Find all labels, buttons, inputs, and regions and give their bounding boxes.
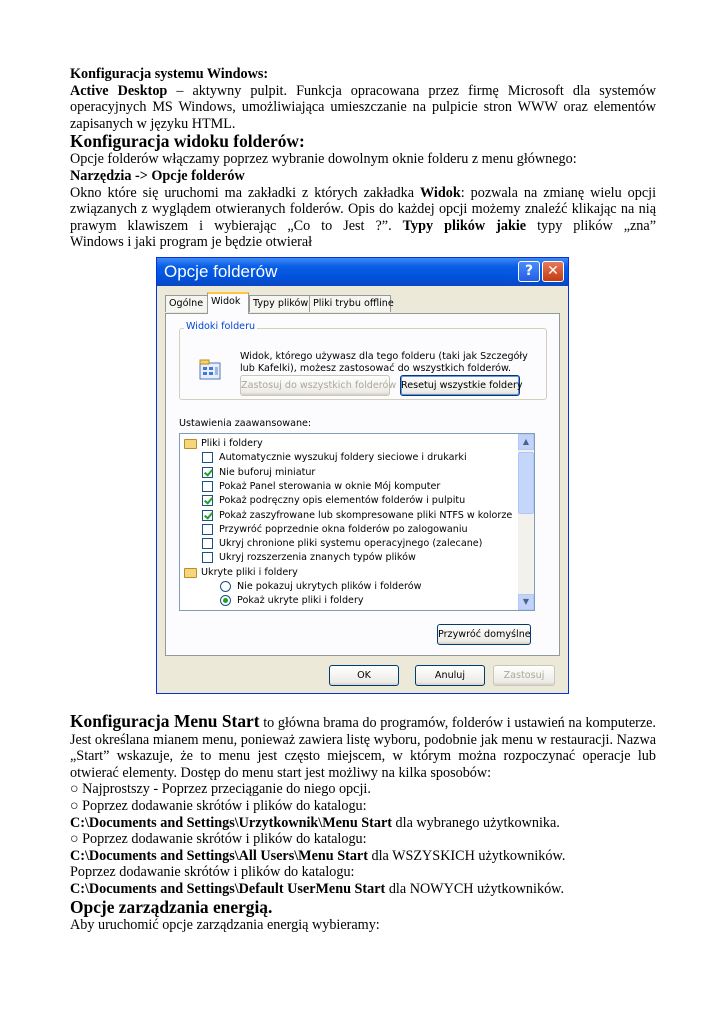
apply-to-all-folders-button[interactable]: Zastosuj do wszystkich folderów bbox=[240, 375, 390, 396]
path-user-note: dla wybranego użytkownika. bbox=[391, 814, 560, 831]
start-method-shortcuts-2: ○ Poprzez dodawanie skrótów i plików do katalogu: bbox=[70, 831, 367, 848]
folder-views-group bbox=[179, 328, 547, 400]
scroll-up-icon[interactable]: ▲ bbox=[518, 434, 534, 450]
cancel-button[interactable]: Anuluj bbox=[415, 665, 485, 686]
setting-label: Ukryj chronione pliki systemu operacyjnego (zalecane) bbox=[219, 538, 483, 550]
setting-label: Pliki i foldery bbox=[201, 438, 263, 449]
view-tab-text-a: Okno które się uruchomi ma zakładki z których zakładka bbox=[70, 184, 420, 201]
start-menu-description: to główna brama do programów, folderów i ustawień na komputerze. Jest określana mianem menu, ponieważ zawiera listę wyboru, podobnie jak menu w restauracji. Nazwa „Start” wskazuje, że to menu jest często miejscem, w którym można rozpoczynać operacje lub otwierać elementy. Dostęp do menu start jest możliwy na kilka sposobów: bbox=[70, 715, 656, 781]
paragraph-view-tab bbox=[70, 185, 656, 235]
path-all-users: C:\Documents and Settings\All Users\Menu Start bbox=[70, 847, 368, 864]
tab-file-types[interactable]: Typy plików bbox=[249, 295, 311, 312]
restore-defaults-button[interactable]: Przywróć domyślne bbox=[437, 624, 531, 645]
start-method-drag: ○ Najprostszy - Poprzez przeciąganie do niego opcji. bbox=[70, 781, 371, 798]
settings-scrollbar[interactable] bbox=[518, 434, 534, 610]
setting-radio[interactable] bbox=[220, 581, 231, 592]
tab-general[interactable]: Ogólne bbox=[165, 295, 209, 312]
menu-path-folder-options: Narzędzia -> Opcje folderów bbox=[70, 167, 245, 184]
path-user: C:\Documents and Settings\Urzytkownik\Menu Start bbox=[70, 814, 392, 831]
setting-label: Automatycznie wyszukuj foldery sieciowe i drukarki bbox=[219, 452, 467, 464]
apply-button[interactable]: Zastosuj bbox=[493, 665, 555, 686]
setting-label: Pokaż podręczny opis elementów folderów i pulpitu bbox=[219, 495, 466, 507]
paragraph-power-options: Aby uruchomić opcje zarządzania energią wybieramy: bbox=[70, 916, 380, 933]
path-default-user: C:\Documents and Settings\Default UserMenu Start bbox=[70, 880, 386, 897]
heading-windows-config: Konfiguracja systemu Windows: bbox=[70, 66, 269, 82]
start-method-shortcuts-3: Poprzez dodawanie skrótów i plików do katalogu: bbox=[70, 864, 355, 881]
setting-label: Ukryte pliki i foldery bbox=[201, 566, 298, 578]
path-user-start-menu bbox=[70, 815, 656, 832]
setting-checkbox[interactable] bbox=[202, 510, 213, 521]
term-widok: Widok bbox=[419, 184, 461, 201]
setting-label: Pokaż zaszyfrowane lub skompresowane pliki NTFS w kolorze bbox=[219, 509, 513, 521]
paragraph-folder-options-intro: Opcje folderów włączamy poprzez wybranie dowolnym oknie folderu z menu głównego: bbox=[70, 151, 577, 168]
setting-label: Nie buforuj miniatur bbox=[219, 466, 316, 478]
setting-label: Pokaż Panel sterowania w oknie Mój komputer bbox=[219, 480, 441, 492]
paragraph-start-menu bbox=[70, 712, 656, 781]
paragraph-program-open: Windows i jaki program je będzie otwierał bbox=[70, 234, 313, 251]
setting-checkbox[interactable] bbox=[202, 552, 213, 563]
setting-checkbox[interactable] bbox=[202, 452, 213, 463]
setting-label: Przywróć poprzednie okna folderów po zalogowaniu bbox=[219, 523, 468, 535]
setting-radio[interactable] bbox=[220, 595, 231, 606]
scroll-down-icon[interactable]: ▼ bbox=[518, 594, 534, 610]
view-tab-text-b: : pozwala na zmianę wielu opcji związanych z wyglądem otwieranych folderów. Opis do każdej opcji możemy znaleźć klikając na nią prawym klawiszem i wybierając „Co to Jest ?”. bbox=[70, 184, 657, 234]
view-tab-panel bbox=[165, 313, 560, 656]
setting-label: Ukryj rozszerzenia znanych typów plików bbox=[219, 552, 416, 564]
advanced-settings-label: Ustawienia zaawansowane: bbox=[179, 418, 312, 429]
heading-folder-view: Konfiguracja widoku folderów: bbox=[70, 131, 305, 152]
view-tab-text-c: typy plików „zna” bbox=[526, 217, 656, 234]
tab-view[interactable]: Widok bbox=[207, 292, 249, 314]
setting-checkbox[interactable] bbox=[202, 524, 213, 535]
folder-icon bbox=[184, 439, 197, 449]
folder-options-dialog bbox=[156, 257, 569, 694]
path-all-users-note: dla WSZYSKICH użytkowników. bbox=[367, 847, 566, 864]
folder-icon bbox=[184, 568, 197, 578]
setting-checkbox[interactable] bbox=[202, 538, 213, 549]
close-button[interactable]: ✕ bbox=[542, 261, 564, 282]
heading-start-menu: Konfiguracja Menu Start bbox=[70, 711, 260, 731]
paragraph-active-desktop bbox=[70, 83, 656, 133]
document-body bbox=[70, 66, 656, 251]
term-file-types: Typy plików jakie bbox=[402, 217, 527, 234]
scroll-thumb[interactable] bbox=[518, 452, 534, 514]
setting-label: Nie pokazuj ukrytych plików i folderów bbox=[237, 581, 422, 592]
setting-checkbox[interactable] bbox=[202, 481, 213, 492]
path-all-users-start-menu bbox=[70, 848, 656, 865]
active-desktop-description: – aktywny pulpit. Funkcja opracowana przez firmę Microsoft dla systemów operacyjnych MS Windows, umożliwiająca umieszczanie na pulpicie stron WWW oraz elementów zapisanych w języku HTML. bbox=[70, 82, 656, 132]
tab-offline-files[interactable]: Pliki trybu offline bbox=[309, 295, 391, 312]
dialog-titlebar bbox=[157, 258, 568, 286]
heading-power-options: Opcje zarządzania energią. bbox=[70, 896, 273, 917]
setting-checkbox[interactable] bbox=[202, 467, 213, 478]
term-active-desktop: Active Desktop bbox=[70, 82, 168, 99]
ok-button[interactable]: OK bbox=[329, 665, 399, 686]
folder-views-label: Widoki folderu bbox=[186, 321, 256, 332]
dialog-title: Opcje folderów bbox=[164, 262, 278, 281]
help-button[interactable]: ? bbox=[518, 261, 540, 282]
document-body-lower bbox=[70, 712, 656, 933]
setting-checkbox[interactable] bbox=[202, 495, 213, 506]
advanced-settings-list[interactable] bbox=[179, 433, 535, 611]
path-default-user-note: dla NOWYCH użytkowników. bbox=[385, 880, 565, 897]
setting-label: Pokaż ukryte pliki i foldery bbox=[237, 595, 364, 607]
path-default-user-start-menu bbox=[70, 881, 656, 898]
start-method-shortcuts-1: ○ Poprzez dodawanie skrótów i plików do katalogu: bbox=[70, 797, 367, 814]
reset-all-folders-button[interactable]: Resetuj wszystkie foldery bbox=[400, 375, 520, 396]
folder-views-description: Widok, którego używasz dla tego folderu (taki jak Szczegóły lub Kafelki), możesz zastosować do wszystkich folderów. bbox=[240, 351, 528, 374]
folder-views-icon bbox=[198, 357, 224, 383]
